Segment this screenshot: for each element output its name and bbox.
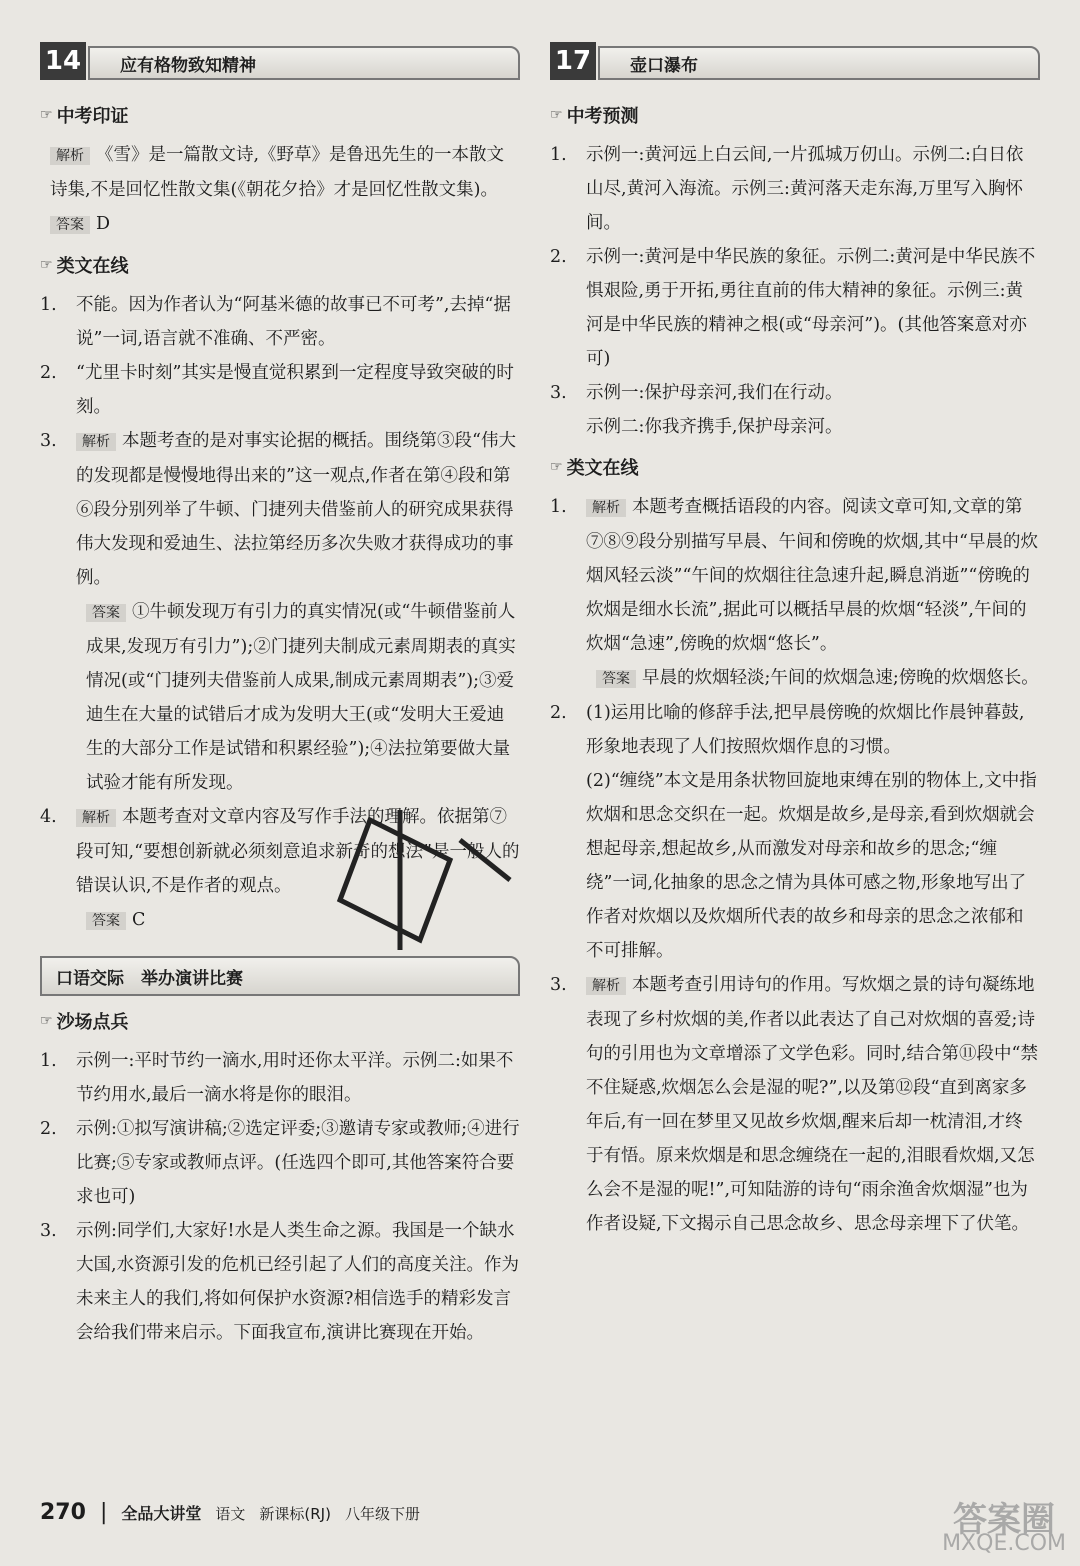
item-number: 2.	[550, 247, 567, 267]
answer-text: ①牛顿发现万有引力的真实情况(或“牛顿借鉴前人成果,发现万有引力”);②门捷列夫制成元素周期表的真实情况(或“门捷列夫借鉴前人成果,制成元素周期表”);③爱迪生在大量的试错后才成为发明大王(或“发明大王爱迪生的大部分工作是试错和积累经验”);④法拉第要做大量试验才能有所发现。	[86, 602, 516, 793]
analysis-text: 本题考查的是对事实论据的概括。围绕第③段“伟大的发现都是慢慢地得出来的”这一观点,作者在第④段和第⑥段分别列举了牛顿、门捷列夫借鉴前人的研究成果获得伟大发现和爱迪生、法拉第经历多次失败才获得成功的事例。	[76, 431, 516, 588]
list-item	[40, 1214, 520, 1350]
item-number: 3.	[40, 431, 57, 451]
lesson-title: 壶口瀑布	[598, 46, 1040, 80]
item-text-2: (2)“缠绕”本文是用条状物回旋地束缚在别的物体上,文中指炊烟和思念交织在一起。炊烟是故乡,是母亲,看到炊烟就会想起母亲,想起故乡,从而激发对母亲和故乡的思念;“缠绕”一词,化抽象的思念之情为具体可感之物,形象地写出了作者对炊烟以及炊烟所代表的故乡和母亲的思念之浓郁和不可排解。	[586, 771, 1037, 961]
list-item	[550, 968, 1040, 1241]
analysis-tag: 解析	[50, 147, 90, 165]
list-item	[550, 490, 1040, 696]
item-number: 1.	[40, 1051, 57, 1071]
item-text: 示例:同学们,大家好!水是人类生命之源。我国是一个缺水大国,水资源引发的危机已经引起了人们的高度关注。作为未来主人的我们,将如何保护水资源?相信选手的精彩发言会给我们带来启示。下面我宣布,演讲比赛现在开始。	[76, 1221, 520, 1343]
item-body	[586, 490, 1040, 696]
page-number: 270	[40, 1500, 86, 1525]
item-number: 3.	[550, 975, 567, 995]
analysis-text: 本题考查引用诗句的作用。写炊烟之景的诗句凝练地表现了乡村炊烟的美,作者以此表达了自己对炊烟的喜爱;诗句的引用也为文章增添了文学色彩。同时,结合第⑪段中“禁不住疑惑,炊烟怎么会是湿的呢?”,以及第⑫段“直到离家多年后,有一回在梦里又见故乡炊烟,醒来后却一枕清泪,才终于有悟。原来炊烟是和思念缠绕在一起的,泪眼看炊烟,又怎么会不是湿的呢!”,可知陆游的诗句“雨余渔舍炊烟湿”也为作者设疑,下文揭示自己思念故乡、思念母亲埋下了伏笔。	[586, 975, 1039, 1234]
answer-tag: 答案	[50, 216, 90, 234]
list-item	[40, 1044, 520, 1112]
analysis-paragraph	[40, 138, 520, 207]
oral-communication-title: 口语交际 举办演讲比赛	[40, 956, 520, 996]
edition: 新课标(RJ)	[259, 1505, 331, 1523]
item-body	[76, 800, 520, 938]
item-text: “尤里卡时刻”其实是慢直觉积累到一定程度导致突破的时刻。	[76, 363, 514, 417]
item-body	[586, 376, 1040, 444]
section-title-leiwen-zaixian	[40, 252, 520, 278]
item-number: 4.	[40, 807, 57, 827]
item-number: 1.	[40, 295, 57, 315]
answer-text: D	[96, 214, 111, 234]
brand-name: 全品大讲堂	[121, 1504, 202, 1523]
lesson-header-14	[40, 38, 520, 84]
section-title-text: 中考印证	[56, 106, 129, 127]
lesson-number: 14	[40, 42, 86, 80]
analysis-tag: 解析	[586, 977, 626, 995]
section-title-text: 类文在线	[566, 458, 639, 479]
item-text: 示例一:黄河是中华民族的象征。示例二:黄河是中华民族不惧艰险,勇于开拓,勇往直前的伟大精神的象征。示例三:黄河是中华民族的精神之根(或“母亲河”)。(其他答案意对亦可)	[586, 247, 1036, 369]
subject: 语文	[215, 1505, 246, 1523]
watermark	[942, 1500, 1066, 1556]
watermark-line1: 答案圈	[953, 1500, 1056, 1540]
section-title-shachang-dianbing	[40, 1008, 520, 1034]
pen-icon: ☞	[40, 257, 53, 273]
item-body	[76, 424, 520, 800]
lesson-header-17	[550, 38, 1040, 84]
answer-tag: 答案	[86, 912, 126, 930]
item-number: 3.	[550, 383, 567, 403]
analysis-tag: 解析	[76, 433, 116, 451]
section-title-leiwen-zaixian	[550, 454, 1040, 480]
left-column	[40, 38, 520, 1350]
item-text: 不能。因为作者认为“阿基米德的故事已不可考”,去掉“据说”一词,语言就不准确、不严密。	[76, 295, 511, 349]
list-item	[550, 138, 1040, 240]
grade: 八年级下册	[344, 1505, 420, 1523]
answer-text: C	[132, 910, 146, 930]
pen-icon: ☞	[40, 107, 53, 123]
list-item	[40, 800, 520, 938]
pen-icon: ☞	[550, 107, 563, 123]
analysis-text: 本题考查概括语段的内容。阅读文章可知,文章的第⑦⑧⑨段分别描写早晨、午间和傍晚的炊烟,其中“早晨的炊烟风轻云淡”“午间的炊烟往往急速升起,瞬息消逝”“傍晚的炊烟是细水长流”,据此可以概括早晨的炊烟“轻淡”,午间的炊烟“急速”,傍晚的炊烟“悠长”。	[586, 497, 1039, 654]
list-item	[40, 288, 520, 356]
item-text-2: 示例二:你我齐携手,保护母亲河。	[586, 417, 843, 437]
item-text: 示例一:黄河远上白云间,一片孤城万仞山。示例二:白日依山尽,黄河入海流。示例三:黄河落天走东海,万里写入胸怀间。	[586, 145, 1024, 233]
item-text: (1)运用比喻的修辞手法,把早晨傍晚的炊烟比作晨钟暮鼓,形象地表现了人们按照炊烟作息的习惯。	[586, 703, 1025, 757]
analysis-tag: 解析	[586, 499, 626, 517]
answer-tag: 答案	[86, 604, 126, 622]
list-item	[40, 424, 520, 800]
page-footer	[40, 1500, 420, 1525]
section-title-zhongkao-yuce	[550, 102, 1040, 128]
item-number: 3.	[40, 1221, 57, 1241]
right-column	[550, 38, 1040, 1241]
list-item	[550, 240, 1040, 376]
list-item	[40, 1112, 520, 1214]
answer-tag: 答案	[596, 670, 636, 688]
section-title-zhongkao-yinzheng	[40, 102, 520, 128]
item-number: 1.	[550, 145, 567, 165]
item-body	[586, 696, 1040, 968]
pen-icon: ☞	[40, 1013, 53, 1029]
list-item	[40, 356, 520, 424]
analysis-text: 《雪》是一篇散文诗,《野草》是鲁迅先生的一本散文诗集,不是回忆性散文集(《朝花夕拾》才是回忆性散文集)。	[50, 145, 505, 200]
section-title-text: 沙场点兵	[56, 1012, 129, 1033]
section-title-text: 中考预测	[566, 106, 639, 127]
item-text: 示例一:平时节约一滴水,用时还你太平洋。示例二:如果不节约用水,最后一滴水将是你的眼泪。	[76, 1051, 514, 1105]
answer-text: 早晨的炊烟轻淡;午间的炊烟急速;傍晚的炊烟悠长。	[642, 668, 1039, 688]
analysis-text: 本题考查对文章内容及写作手法的理解。依据第⑦段可知,“要想创新就必须刻意追求新奇的想法”是一般人的错误认识,不是作者的观点。	[76, 807, 520, 896]
answer-paragraph	[40, 207, 520, 242]
list-item	[550, 696, 1040, 968]
lesson-title: 应有格物致知精神	[88, 46, 520, 80]
item-body	[586, 968, 1040, 1241]
lesson-number: 17	[550, 42, 596, 80]
item-number: 2.	[40, 1119, 57, 1139]
item-text: 示例一:保护母亲河,我们在行动。	[586, 383, 843, 403]
list-item	[550, 376, 1040, 444]
watermark-line2: MXQE.COM	[942, 1531, 1066, 1556]
analysis-tag: 解析	[76, 809, 116, 827]
footer-separator: |	[99, 1500, 108, 1525]
item-number: 2.	[550, 703, 567, 723]
pen-icon: ☞	[550, 459, 563, 475]
item-text: 示例:①拟写演讲稿;②选定评委;③邀请专家或教师;④进行比赛;⑤专家或教师点评。(任选四个即可,其他答案符合要求也可)	[76, 1119, 520, 1207]
item-number: 2.	[40, 363, 57, 383]
section-title-text: 类文在线	[56, 256, 129, 277]
item-number: 1.	[550, 497, 567, 517]
